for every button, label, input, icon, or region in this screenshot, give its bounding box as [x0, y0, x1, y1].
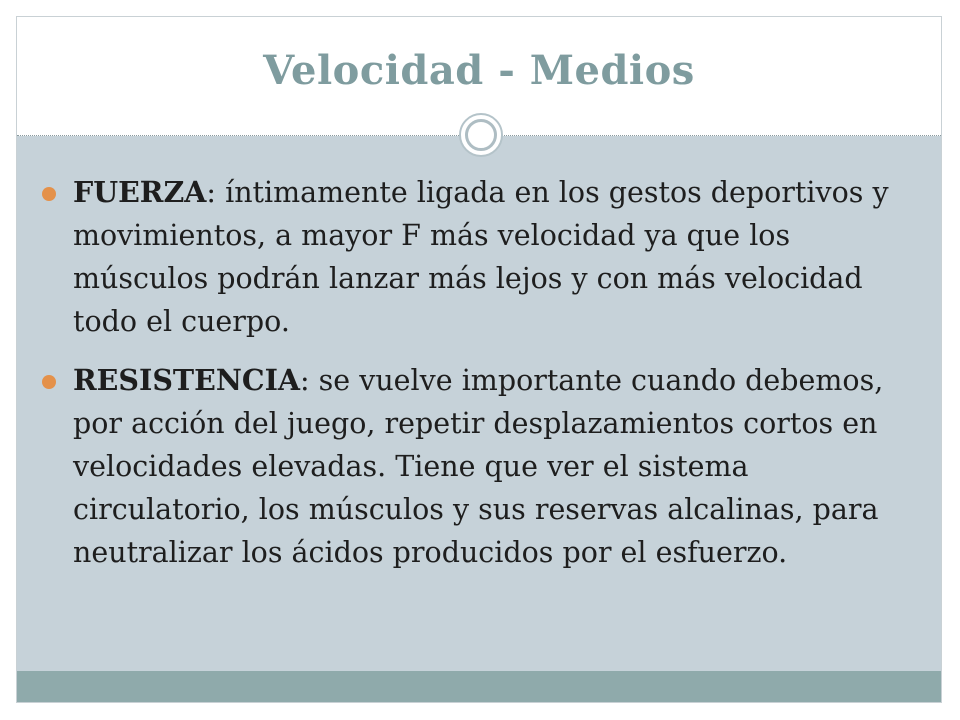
circle-ornament-icon [459, 113, 503, 157]
slide-title: Velocidad - Medios [263, 47, 695, 94]
bullet-text: : íntimamente ligada en los gestos deportivos y movimientos, a mayor F más velocidad ya que los músculos podrán lanzar más lejos y con más velocidad todo el cuerpo. [73, 176, 889, 338]
circle-ornament-inner [465, 119, 497, 151]
bullet-text: : se vuelve importante cuando debemos, por acción del juego, repetir desplazamientos cortos en velocidades elevadas. Tiene que ver el sistema circulatorio, los músculos y sus reservas alcalinas, para neutralizar los ácidos producidos por el esfuerzo. [73, 364, 884, 569]
bullet-item-fuerza [40, 171, 920, 343]
bullet-term: FUERZA [73, 175, 207, 209]
bottom-band [17, 671, 941, 703]
bullet-dot-icon [42, 375, 56, 389]
bullet-list [40, 171, 920, 590]
bullet-term: RESISTENCIA [73, 363, 301, 397]
bullet-item-resistencia [40, 359, 920, 574]
bullet-dot-icon [42, 187, 56, 201]
